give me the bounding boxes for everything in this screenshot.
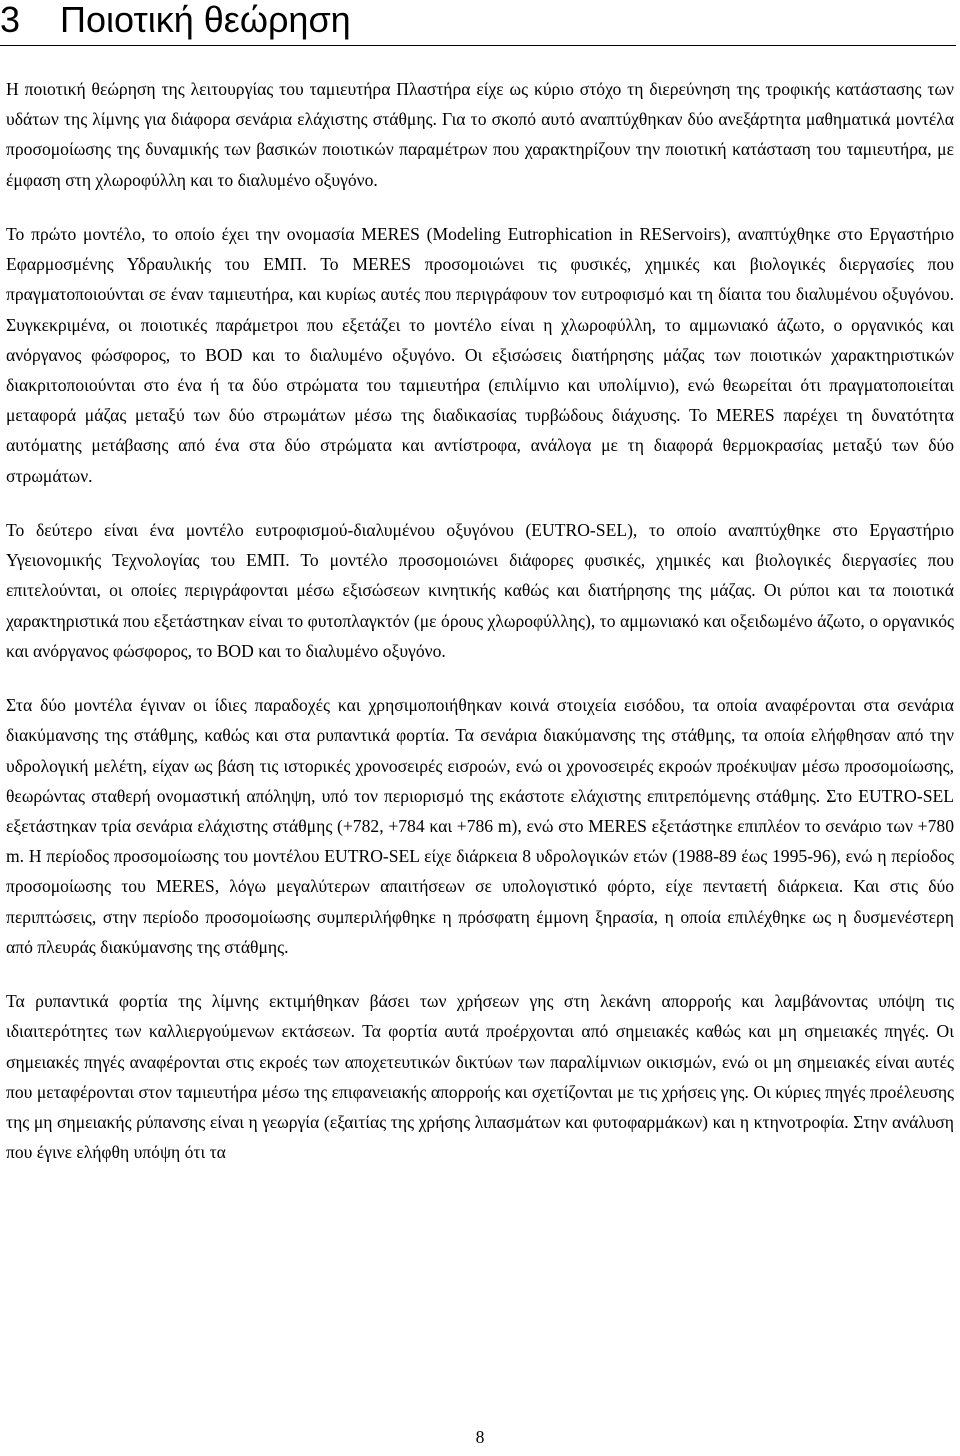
- heading-underline: [0, 45, 956, 46]
- body-text: [6, 74, 954, 1192]
- paragraph-1: Η ποιοτική θεώρηση της λειτουργίας του ταμιευτήρα Πλαστήρα είχε ως κύριο στόχο τη διερεύνηση της τροφικής κατάστασης των υδάτων της λίμνης για διάφορα σενάρια ελάχιστης στάθμης. Για το σκοπό αυτό αναπτύχθηκαν δύο ανεξάρτητα μαθηματικά μοντέλα προσομοίωσης της δυναμικής των βασικών ποιοτικών παραμέτρων που χαρακτηρίζουν την ποιοτική κατάσταση του ταμιευτήρα, με έμφαση στη χλωροφύλλη και το διαλυμένο οξυγόνο.: [6, 79, 954, 190]
- paragraph-3: Το δεύτερο είναι ένα μοντέλο ευτροφισμού-διαλυμένου οξυγόνου (EUTRO-SEL), το οποίο αναπτύχθηκε στο Εργαστήριο Υγειονομικής Τεχνολογίας του ΕΜΠ. Το μοντέλο προσομοιώνει διάφορες φυσικές, χημικές και βιολογικές διεργασίες που επιτελούνται, οι οποίες περιγράφονται μέσω εξισώσεων κινητικής καθώς και διατήρησης της μάζας. Οι ρύποι και τα ποιοτικά χαρακτηριστικά που εξετάστηκαν είναι το φυτοπλαγκτόν (με όρους χλωροφύλλης), το αμμωνιακό και οξειδωμένο άζωτο, ο οργανικός και ανόργανος φώσφορος, το BOD και το διαλυμένο οξυγόνο.: [6, 520, 954, 661]
- paragraph-2: Το πρώτο μοντέλο, το οποίο έχει την ονομασία MERES (Modeling Eutrophication in REServoirs), αναπτύχθηκε στο Εργαστήριο Εφαρμοσμένης Υδραυλικής του ΕΜΠ. Το MERES προσομοιώνει τις φυσικές, χημικές και βιολογικές διεργασίες που πραγματοποιούνται σε έναν ταμιευτήρα, και κυρίως αυτές που περιγράφουν τον ευτροφισμό και τη δίαιτα του διαλυμένου οξυγόνου. Συγκεκριμένα, οι ποιοτικές παράμετροι που εξετάζει το μοντέλο είναι η χλωροφύλλη, το αμμωνιακό άζωτο, ο οργανικός και ανόργανος φώσφορος, το BOD και το διαλυμένο οξυγόνο. Οι εξισώσεις διατήρησης μάζας των ποιοτικών χαρακτηριστικών διακριτοποιούνται στο ένα ή τα δύο στρώματα του ταμιευτήρα (επιλίμνιο και υπολίμνιο), ενώ θεωρείται ότι πραγματοποιείται μεταφορά μάζας μεταξύ των δύο στρωμάτων μέσω της διαδικασίας τυρβώδους διάχυσης. Το MERES παρέχει τη δυνατότητα αυτόματης μετάβασης από ένα στα δύο στρώματα και αντίστροφα, ανάλογα με τη διαφορά θερμοκρασίας μεταξύ των δύο στρωμάτων.: [6, 224, 954, 486]
- paragraph-5: Τα ρυπαντικά φορτία της λίμνης εκτιμήθηκαν βάσει των χρήσεων γης στη λεκάνη απορροής και λαμβάνοντας υπόψη τις ιδιαιτερότητες των καλλιεργούμενων εκτάσεων. Τα φορτία αυτά προέρχονται από σημειακές καθώς και μη σημειακές πηγές. Οι σημειακές πηγές αναφέρονται στις εκροές των αποχετευτικών δικτύων των παραλίμνιων οικισμών, ενώ οι μη σημειακές είναι αυτές που μεταφέρονται στον ταμιευτήρα μέσω της επιφανειακής απορροής και σχετίζονται με τις χρήσεις γης. Οι κύριες πηγές προέλευσης της μη σημειακής ρύπανσης είναι η γεωργία (εξαιτίας της χρήσης λιπασμάτων και φυτοφαρμάκων) και η κτηνοτροφία. Στην ανάλυση που έγινε ελήφθη υπόψη ότι τα: [6, 991, 954, 1163]
- paragraph-4: Στα δύο μοντέλα έγιναν οι ίδιες παραδοχές και χρησιμοποιήθηκαν κοινά στοιχεία εισόδου, τα οποία αναφέρονται στα σενάρια διακύμανσης της στάθμης, καθώς και στα ρυπαντικά φορτία. Τα σενάρια διακύμανσης της στάθμης, τα οποία ελήφθησαν από την υδρολογική μελέτη, είχαν ως βάση τις ιστορικές χρονοσειρές εισροών, ενώ οι χρονοσειρές εκροών προέκυψαν μέσω προσομοίωσης, θεωρώντας σταθερή ονομαστική απόληψη, υπό τον περιορισμό της εκάστοτε ελάχιστης επιτρεπόμενης στάθμης. Στο EUTRO-SEL εξετάστηκαν τρία σενάρια ελάχιστης στάθμης (+782, +784 και +786 m), ενώ στο MERES εξετάστηκε επιπλέον το σενάριο των +780 m. Η περίοδος προσομοίωσης του μοντέλου EUTRO-SEL είχε διάρκεια 8 υδρολογικών ετών (1988-89 έως 1995-96), ενώ η περίοδος προσομοίωσης του MERES, λόγω μεγαλύτερων απαιτήσεων σε υπολογιστικό φόρτο, είχε πενταετή διάρκεια. Και στις δύο περιπτώσεις, στην περίοδο προσομοίωσης συμπεριλήφθηκε η πρόσφατη έμμονη ξηρασία, η οποία επιλέχθηκε ως η δυσμενέστερη από πλευράς διακύμανσης της στάθμης.: [6, 695, 954, 957]
- section-number: 3: [0, 0, 21, 40]
- page-number: 8: [475, 1427, 485, 1447]
- section-title: Ποιοτική θεώρηση: [60, 0, 351, 40]
- section-heading: [0, 0, 956, 48]
